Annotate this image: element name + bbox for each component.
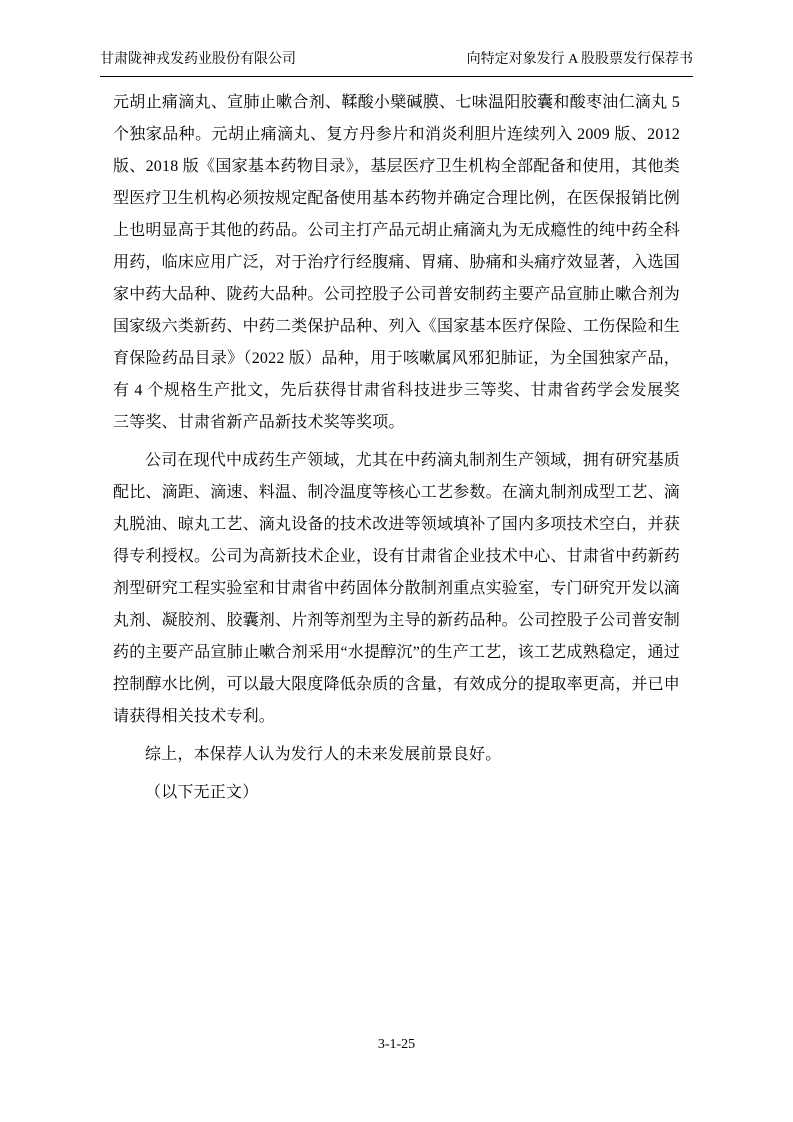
header-company-name: 甘肃陇神戎发药业股份有限公司 bbox=[100, 52, 296, 67]
header-rule bbox=[100, 50, 693, 77]
body-paragraph: 元胡止痛滴丸、宣肺止嗽合剂、鞣酸小檗碱膜、七味温阳胶囊和酸枣油仁滴丸 5 个独家品种。元胡止痛滴丸、复方丹参片和消炎利胆片连续列入 2009 版、2012 版、2018 版《国家基本药物目录》，基层医疗卫生机构全部配备和使用，其他类型医疗卫生机构必须按规定配备使用基本药物并确定合理比例，在医保报销比例上也明显高于其他的药品。公司主打产品元胡止痛滴丸为无成瘾性的纯中药全科用药，临床应用广泛，对于治疗行经腹痛、胃痛、胁痛和头痛疗效显著，入选国家中药大品种、陇药大品种。公司控股子公司普安制药主要产品宣肺止嗽合剂为国家级六类新药、中药二类保护品种、列入《国家基本医疗保险、工伤保险和生育保险药品目录》（2022 版）品种，用于咳嗽属风邪犯肺证，为全国独家产品，有 4 个规格生产批文，先后获得甘肃省科技进步三等奖、甘肃省药学会发展奖三等奖、甘肃省新产品新技术奖等奖项。 bbox=[113, 94, 681, 431]
page-number: 3-1-25 bbox=[377, 1037, 416, 1052]
page-header bbox=[100, 50, 693, 77]
body-paragraph: 公司在现代中成药生产领域，尤其在中药滴丸制剂生产领域，拥有研究基质配比、滴距、滴速、料温、制冷温度等核心工艺参数。在滴丸制剂成型工艺、滴丸脱油、晾丸工艺、滴丸设备的技术改进等领域填补了国内多项技术空白，并获得专利授权。公司为高新技术企业，设有甘肃省企业技术中心、甘肃省中药新药剂型研究工程实验室和甘肃省中药固体分散制剂重点实验室，专门研究开发以滴丸剂、凝胶剂、胶囊剂、片剂等剂型为主导的新药品种。公司控股子公司普安制药的主要产品宣肺止嗽合剂采用“水提醇沉”的生产工艺，该工艺成熟稳定，通过控制醇水比例，可以最大限度降低杂质的含量，有效成分的提取率更高，并已申请获得相关技术专利。 bbox=[113, 452, 681, 725]
page-footer bbox=[0, 1036, 793, 1054]
body-paragraph: 综上，本保荐人认为发行人的未来发展前景良好。 bbox=[145, 746, 502, 763]
header-document-title: 向特定对象发行 A 股股票发行保荐书 bbox=[466, 52, 693, 67]
document-body bbox=[113, 87, 680, 815]
body-paragraph: （以下无正文） bbox=[145, 784, 259, 801]
